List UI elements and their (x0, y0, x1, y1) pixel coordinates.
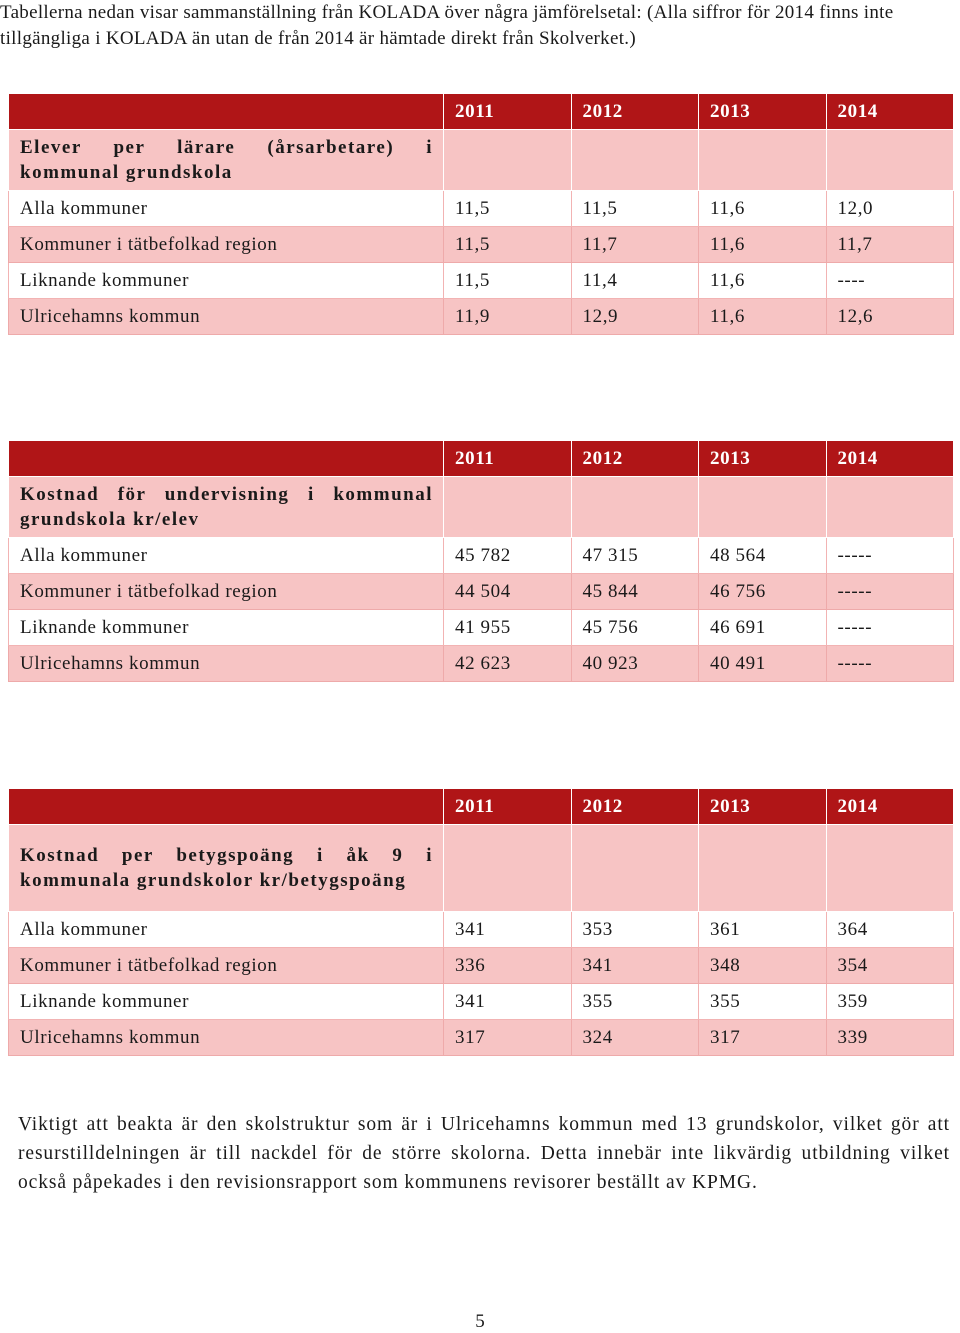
table-row (9, 610, 954, 646)
table-title: Elever per lärare (årsarbetare) i kommunal grundskola (9, 130, 444, 191)
year-header: 2014 (826, 94, 954, 130)
intro-paragraph: Tabellerna nedan visar sammanställning från KOLADA över några jämförelsetal: (Alla siffror för 2014 finns inte tillgängliga i KOLADA än utan de från 2014 är hämtade direkt från Skolverket.) (0, 2, 894, 49)
year-header: 2011 (444, 94, 572, 130)
empty-cell (571, 130, 699, 191)
empty-cell (444, 825, 572, 912)
table-title: Kostnad för undervisning i kommunal grundskola kr/elev (9, 477, 444, 538)
table-title-row (9, 477, 954, 538)
data-cell: 339 (826, 1020, 954, 1056)
data-cell: ---- (826, 263, 954, 299)
data-cell: 354 (826, 948, 954, 984)
data-cell: 12,9 (571, 299, 699, 335)
table-row (9, 912, 954, 948)
row-label: Alla kommuner (9, 538, 444, 574)
row-label: Kommuner i tätbefolkad region (9, 574, 444, 610)
data-cell: 11,7 (826, 227, 954, 263)
data-cell: 11,6 (699, 263, 827, 299)
table-row (9, 263, 954, 299)
data-cell: 341 (444, 912, 572, 948)
year-header: 2013 (699, 441, 827, 477)
table-kostnad-undervisning (8, 440, 954, 682)
table-row (9, 538, 954, 574)
row-label: Ulricehamns kommun (9, 299, 444, 335)
table-title: Kostnad per betygspoäng i åk 9 i kommunala grundskolor kr/betygspoäng (9, 825, 444, 912)
row-label: Kommuner i tätbefolkad region (9, 227, 444, 263)
year-header: 2011 (444, 441, 572, 477)
data-cell: 11,6 (699, 227, 827, 263)
data-cell: 46 691 (699, 610, 827, 646)
data-cell: 42 623 (444, 646, 572, 682)
data-cell: 361 (699, 912, 827, 948)
table-year-header-row (9, 441, 954, 477)
empty-cell (699, 825, 827, 912)
empty-cell (826, 825, 954, 912)
year-header: 2012 (571, 441, 699, 477)
data-cell: 336 (444, 948, 572, 984)
table-row (9, 574, 954, 610)
data-cell: 12,0 (826, 191, 954, 227)
data-cell: 11,6 (699, 191, 827, 227)
year-header: 2013 (699, 94, 827, 130)
table-row (9, 984, 954, 1020)
data-cell: 348 (699, 948, 827, 984)
data-cell: 45 756 (571, 610, 699, 646)
data-cell: ----- (826, 538, 954, 574)
empty-cell (444, 130, 572, 191)
table-elever-per-larare (8, 93, 954, 335)
table-year-header-row (9, 94, 954, 130)
data-cell: 355 (571, 984, 699, 1020)
table-row (9, 299, 954, 335)
year-header: 2011 (444, 789, 572, 825)
data-cell: 359 (826, 984, 954, 1020)
data-cell: 45 844 (571, 574, 699, 610)
data-cell: 40 491 (699, 646, 827, 682)
table-title-row (9, 130, 954, 191)
header-blank-cell (9, 441, 444, 477)
empty-cell (826, 130, 954, 191)
table-kostnad-betygspoang (8, 788, 954, 1056)
empty-cell (571, 477, 699, 538)
empty-cell (826, 477, 954, 538)
table-year-header-row (9, 789, 954, 825)
table-title-row (9, 825, 954, 912)
row-label: Alla kommuner (9, 191, 444, 227)
data-cell: 11,5 (571, 191, 699, 227)
data-cell: 11,6 (699, 299, 827, 335)
data-cell: 11,5 (444, 263, 572, 299)
data-cell: 41 955 (444, 610, 572, 646)
data-cell: 11,5 (444, 191, 572, 227)
data-cell: 45 782 (444, 538, 572, 574)
data-cell: 324 (571, 1020, 699, 1056)
data-cell: 11,9 (444, 299, 572, 335)
data-cell: 317 (444, 1020, 572, 1056)
data-cell: ----- (826, 574, 954, 610)
empty-cell (699, 477, 827, 538)
data-cell: 47 315 (571, 538, 699, 574)
table-row (9, 646, 954, 682)
data-cell: ----- (826, 610, 954, 646)
header-blank-cell (9, 789, 444, 825)
row-label: Ulricehamns kommun (9, 1020, 444, 1056)
table-row (9, 227, 954, 263)
data-cell: 11,7 (571, 227, 699, 263)
empty-cell (699, 130, 827, 191)
empty-cell (444, 477, 572, 538)
data-cell: 341 (444, 984, 572, 1020)
year-header: 2014 (826, 789, 954, 825)
data-cell: 317 (699, 1020, 827, 1056)
row-label: Liknande kommuner (9, 263, 444, 299)
data-cell: 364 (826, 912, 954, 948)
data-cell: 48 564 (699, 538, 827, 574)
data-cell: 11,5 (444, 227, 572, 263)
row-label: Kommuner i tätbefolkad region (9, 948, 444, 984)
data-cell: 341 (571, 948, 699, 984)
header-blank-cell (9, 94, 444, 130)
data-cell: 12,6 (826, 299, 954, 335)
row-label: Liknande kommuner (9, 984, 444, 1020)
data-cell: 46 756 (699, 574, 827, 610)
year-header: 2014 (826, 441, 954, 477)
data-cell: 11,4 (571, 263, 699, 299)
year-header: 2012 (571, 94, 699, 130)
table-row (9, 191, 954, 227)
data-cell: 44 504 (444, 574, 572, 610)
row-label: Ulricehamns kommun (9, 646, 444, 682)
page-number: 5 (475, 1311, 485, 1332)
row-label: Alla kommuner (9, 912, 444, 948)
data-cell: ----- (826, 646, 954, 682)
conclusion-paragraph: Viktigt att beakta är den skolstruktur som är i Ulricehamns kommun med 13 grundskolor, vilket gör att resurstilldelningen är till nackdel för de större skolorna. Detta innebär inte likvärdig utbildning vilket också påpekades i den revisionsrapport som kommunens revisorer beställt av KPMG. (18, 1114, 950, 1193)
table-row (9, 948, 954, 984)
row-label: Liknande kommuner (9, 610, 444, 646)
empty-cell (571, 825, 699, 912)
data-cell: 40 923 (571, 646, 699, 682)
year-header: 2012 (571, 789, 699, 825)
data-cell: 355 (699, 984, 827, 1020)
table-row (9, 1020, 954, 1056)
data-cell: 353 (571, 912, 699, 948)
year-header: 2013 (699, 789, 827, 825)
